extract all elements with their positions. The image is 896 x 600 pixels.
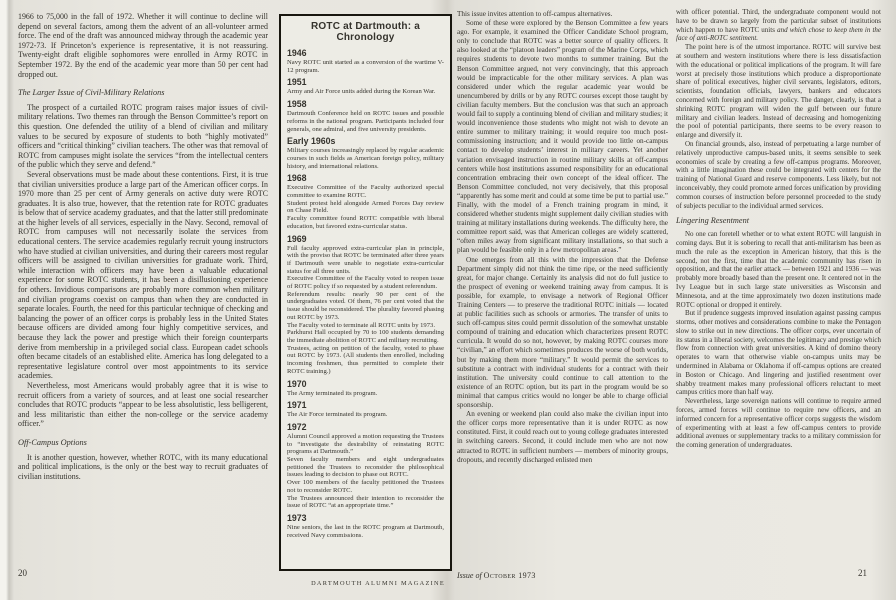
chronology-item: Faculty committee found ROTC compatible with liberal education, but favored extra-curricular status. bbox=[287, 215, 444, 230]
section-heading-lingering-resentment: Lingering Resentment bbox=[676, 216, 750, 226]
chronology-item: Dartmouth Conference held on ROTC issues and possible reforms in the national program. Participants included four generals, one admiral, and five university presidents. bbox=[287, 110, 444, 133]
paragraph-another-question: It is another question, however, whether ROTC, with its many educational and political implications, is the only or the best way to recruit graduates of civilian institutions. bbox=[18, 452, 268, 481]
chronology-entry-1970 bbox=[287, 379, 444, 398]
paragraph-this-issue: This issue invites attention to off-campus alternatives. bbox=[457, 10, 613, 18]
chronology-entry-1973 bbox=[287, 513, 444, 539]
paragraph-one-emerges: One emerges from all this with the impression that the Defense Department simply did not think the time ripe, or the need sufficiently great, for major change. Certainly its analysis did not do full justice to the prospect of evening or weekend training away from campus. It is possible, for example, to envisage a network of Regional Officer Training Centers — to preserve the traditional ROTC initials — located at public facilities such as schools or armories. The transfer of units to such off-campus sites could permit dissolution of the somewhat unstable compound of training and education which characterizes present ROTC curricula. It would do so not, however, by making ROTC courses more “civilian,” an effort which sometimes produces the worse of both worlds, but by making them more “military.” It would permit the services to substitute a contract with individual students for a contract with their institution. The university could continue to call attention to the existence of an ROTC option, but its part in the program would be so minimal that campus critics would no longer be able to charge official sponsorship. bbox=[457, 255, 668, 410]
chronology-item: Trustees, acting on petition of the faculty, voted to phase out ROTC by 1973. (All students then enrolled, including incoming freshmen, thus permitted to complete their ROTC training.) bbox=[287, 344, 444, 375]
chronology-year: Early 1960s bbox=[287, 136, 336, 147]
chronology-year: 1971 bbox=[287, 400, 307, 411]
paragraph-prospect: The prospect of a curtailed ROTC program raises major issues of civil-military relations. Two themes ran through the Benson Committee’s report on this question. One defended the utility of a blend of civilian and military values to be secured by exposure of students to both “highly motivated” officers and “critical thinking” civilian teachers. The other was that removal of ROTC from campuses might isolate the services “from the intellectual centers of the public which they serve and defend.” bbox=[18, 102, 268, 170]
chronology-item: Student protest held alongside Armed Forces Day review on Chase Field. bbox=[287, 199, 444, 215]
chronology-year: 1951 bbox=[287, 77, 307, 88]
chronology-item: Military courses increasingly replaced by regular academic courses in such fields as American foreign policy, military history, and international relations. bbox=[287, 147, 444, 170]
chronology-item: Referendum results: nearly 90 per cent of the undergraduates voted. Of them, 76 per cent voted that the issue should be reconsidered. The plurality favored phasing out ROTC by 1973. bbox=[287, 290, 444, 321]
chronology-item: Navy ROTC unit started as a conversion of the wartime V-12 program. bbox=[287, 59, 444, 74]
chronology-item: The Trustees announced their intention to reconsider the issue of ROTC “at an appropriate time.” bbox=[287, 494, 444, 510]
chronology-item: Army and Air Force units added during the Korean War. bbox=[287, 88, 436, 96]
paragraph-draft-decline: 1966 to 75,000 in the fall of 1972. Whether it will continue to decline will depend on several factors, among them the advent of an all-volunteer armed force. The end of the draft was announced midway through the academic year 1972-73. If Princeton’s experience is representative, it is not reassuring. Twenty-eight draft eligible sophomores were enrolled in Army ROTC in September 1972. By the end of the academic year more than 50 per cent had dropped out. bbox=[18, 12, 268, 79]
chronology-item: Executive Committee of the Faculty voted to reopen issue of ROTC policy if so requested by a student referendum. bbox=[287, 275, 444, 291]
chronology-entry-1969 bbox=[287, 234, 444, 376]
magazine-name-footer: DARTMOUTH ALUMNI MAGAZINE bbox=[311, 580, 445, 587]
chronology-sidebar bbox=[279, 14, 452, 571]
chronology-item: The Army terminated its program. bbox=[287, 389, 378, 397]
section-heading-civil-military: The Larger Issue of Civil-Military Relations bbox=[18, 88, 165, 98]
chronology-entry-1946 bbox=[287, 48, 444, 74]
paragraph-nevertheless: Nevertheless, most Americans would probably agree that it is wise to recruit officers from a variety of sources, and at least one social researcher concludes that ROTC products “appear to be less absolutistic, less belligerent, and less militaristic than either the non-college or the service academy officer.” bbox=[18, 380, 268, 429]
issue-footer-italic: Issue of bbox=[457, 571, 484, 580]
chronology-year: 1970 bbox=[287, 378, 307, 389]
right-page-column-2 bbox=[676, 8, 881, 568]
chronology-year: 1958 bbox=[287, 99, 307, 110]
chronology-entry-1958 bbox=[287, 99, 444, 133]
paragraph-benson-alternatives: Some of these were explored by the Benson Committee a few years ago. For example, it examined the Officer Candidate School program, only to conclude that ROTC was a better source of quality officers. It also looked at the “platoon leaders” program of the Marine Corps, which requires students to devote two months to summer training. But the Benson Committee argued, not very convincingly, that this approach would be impracticable for the other military services. A plan was considered under which the regular academic year would be unencumbered by drills or by any ROTC courses except those taught by civilian faculty members. But the conclusion was that such an approach would fail to supply a continuing blend of civilian and military studies; it would inconvenience those students who might not wish to devote an entire summer to military training; it would require too much post-commissioning instruction; and it would provide too little on-campus contact to develop students’ interest in military careers. Yet another variation envisaged instruction in routine military skills at off-campus centers while host institutions assumed responsibility for an educational concentration embracing their own concept of the ideal officer. The Benson Committee concluded, not very decisively, that this proposal “apparently has some merit and could at some time be put to partial use.” Finally, with the model of a French training program in mind, it considered whether students might supplement daily civilian studies with training at military installations during weekends. The difficulty here, the committee report said, was that American colleges are widely scattered, “often miles away from significant military installations, so that such a plan would be feasible only in a few metropolitan areas.” bbox=[457, 19, 668, 255]
chronology-item: The Faculty voted to terminate all ROTC units by 1973. bbox=[287, 321, 435, 329]
paragraph-observations: Several observations must be made about these contentions. First, it is true that civilian universities produce a large part of the American officer corps. In 1970 more than 25 per cent of Army generals on active duty were ROTC graduates. It is also true, however, that the retention rate for ROTC graduates is below that of service academy graduates, and that the latter still predominate at the higher levels of all services, especially in the Navy. Second, removal of ROTC from campuses will not necessarily isolate the services from educational centers. The service academies regularly recruit young instructors who have studied at civilian universities, and during their careers most regular officers will be assigned to civilian universities for graduate work. Third, while interaction with officers may have been a valuable educational experience for some ROTC students, it has been a disillusioning experience for others. Invidious comparisons are probably more common when military and civilian programs coexist on campus than when they are conducted in separate locales. Fourth, the need for this particular technique of checking and balancing the power of an officer corps is probably less in the United States because officers are divided among four highly competitive services, and because they lack the power and prestige which their foreign counterparts derive from membership in a privileged social class. European cadet schools often became citadels of an established elite. America has long delegated to a representative legislature control over most appointments to its service academies. bbox=[18, 169, 268, 381]
page-number-left: 20 bbox=[18, 568, 27, 578]
chronology-item: Parkhurst Hall occupied by 70 to 100 students demanding the immediate abolition of ROTC and military recruiting. bbox=[287, 329, 444, 344]
issue-footer-date: October 1973 bbox=[483, 571, 536, 580]
chronology-item: Full faculty approved extra-curricular plan in principle, with the proviso that ROTC be terminated after three years if Dartmouth were unable to negotiate extra-curricular status for all three units. bbox=[287, 244, 444, 275]
paragraph-officer-potential-italic: and which chose to keep them in the face of anti-ROTC sentiment. bbox=[676, 25, 881, 43]
chronology-year: 1968 bbox=[287, 173, 307, 184]
paragraph-officer-potential bbox=[676, 8, 881, 43]
chronology-entry-1972 bbox=[287, 422, 444, 510]
paragraph-prudence: But if prudence suggests improved insulation against passing campus storms, other motives and considerations combine to make the Pentagon slow to strike out in new directions. The officer corps, ever uncertain of its status in a liberal society, welcomes the legitimacy and prestige which flow from connection with great universities. A kind of domino theory operates to warn that otherwise viable on-campus units may be undermined in Alabama or Oklahoma if off-campus options are created in Boston or Chicago. And lingering and justified resentment over shabby treatment makes many professional officers reluctant to meet campus critics more than half way. bbox=[676, 309, 881, 397]
chronology-year: 1969 bbox=[287, 233, 307, 244]
paragraph-no-one-can-foretell: No one can foretell whether or to what extent ROTC will languish in coming days. But it is sobering to recall that anti-militarism has been as much the rule as the exception in American history, that this is the second, not the first, time that the academic community has risen in opposition, and that the earlier attack — between 1921 and 1936 — was probably more broadly based than the present one. It centered not in the Ivy League but in such large state universities as Wisconsin and Minnesota, and at the time approximately two dozen institutions made ROTC optional or dropped it entirely. bbox=[676, 230, 881, 309]
paragraph-evening-weekend: An evening or weekend plan could also make the civilian input into the officer corps more representative than it is under ROTC as now constituted. First, it could reach out to young college graduates interested in switching careers. Second, it could include men who are not now attracted to ROTC in sufficient numbers — members of minority groups, dropouts, and recently discharged enlisted men bbox=[457, 410, 668, 464]
chronology-entry-1968 bbox=[287, 173, 444, 230]
chronology-year: 1973 bbox=[287, 512, 307, 523]
paragraph-point-here: The point here is of the utmost importance. ROTC will survive best at southern and western institutions where there is less dissatisfaction with the educational or political implications of the program. It will fare worst at precisely those institutions which produce a disproportionate share of political executives, higher civil servants, legislators, editors, scientists, foundation officials, lawyers, bankers and educators concerned with foreign and military policy. The danger, clearly, is that a shrinking ROTC program will widen the gulf between our future military and civilian leaders. Instead of decreasing and homogenizing the pool of potential participants, there seems to be every reason to enlarge and diversify it. bbox=[676, 43, 881, 140]
issue-footer bbox=[457, 571, 536, 580]
chronology-entry-1971 bbox=[287, 400, 444, 419]
section-heading-off-campus: Off-Campus Options bbox=[18, 437, 87, 447]
chronology-year: 1946 bbox=[287, 48, 307, 58]
chronology-item: Nine seniors, the last in the ROTC program at Dartmouth, received Navy commissions. bbox=[287, 523, 444, 539]
chronology-title: ROTC at Dartmouth: a Chronology bbox=[311, 21, 420, 43]
chronology-item: Executive Committee of the Faculty authorized special committee to examine ROTC. bbox=[287, 184, 444, 200]
chronology-item: Over 100 members of the faculty petitioned the Trustees not to reconsider ROTC. bbox=[287, 479, 444, 494]
chronology-item: Seven faculty members and eight undergraduates petitioned the Trustees to reconsider the philosophical issues leading to decision to phase out ROTC. bbox=[287, 456, 444, 479]
chronology-entry-early-1960s bbox=[287, 136, 444, 170]
chronology-entry-1951 bbox=[287, 77, 444, 96]
right-page-column-1 bbox=[457, 10, 668, 566]
chronology-year: 1972 bbox=[287, 421, 307, 432]
left-page-text-column bbox=[18, 12, 268, 560]
paragraph-financial-grounds: On financial grounds, also, instead of perpetuating a large number of relatively unproductive campus-based units, it seems sensible to seek economies of scale by creating a few off-campus programs. Moreover, with a little imagination these could be integrated with centers for the training of National Guard and reserve components. Less likely, but not inconceivably, they could promote armed forces unification by providing common courses of instruction before personnel proceeded to the study of subjects peculiar to the individual armed services. bbox=[676, 139, 881, 210]
chronology-item: The Air Force terminated its program. bbox=[287, 411, 388, 419]
chronology-item: Alumni Council approved a motion requesting the Trustees to “investigate the desirability of reinstating ROTC programs at Dartmouth.” bbox=[287, 432, 444, 456]
paragraph-officer-potential-text: with officer potential. Third, the undergraduate component would not have to be drawn so largely from the particular subset of institutions which happen to have ROTC units bbox=[676, 8, 881, 34]
paragraph-sovereign-nations: Nevertheless, large sovereign nations will continue to require armed forces, armed forces will continue to require new officers, and an informed concern for a representative officer corps suggests the wisdom of experimenting with at least a few off-campus centers to provide additional avenues or supplementary tracks to a military commission for the coming generation of undergraduates. bbox=[676, 397, 881, 450]
page-number-right: 21 bbox=[858, 568, 867, 578]
